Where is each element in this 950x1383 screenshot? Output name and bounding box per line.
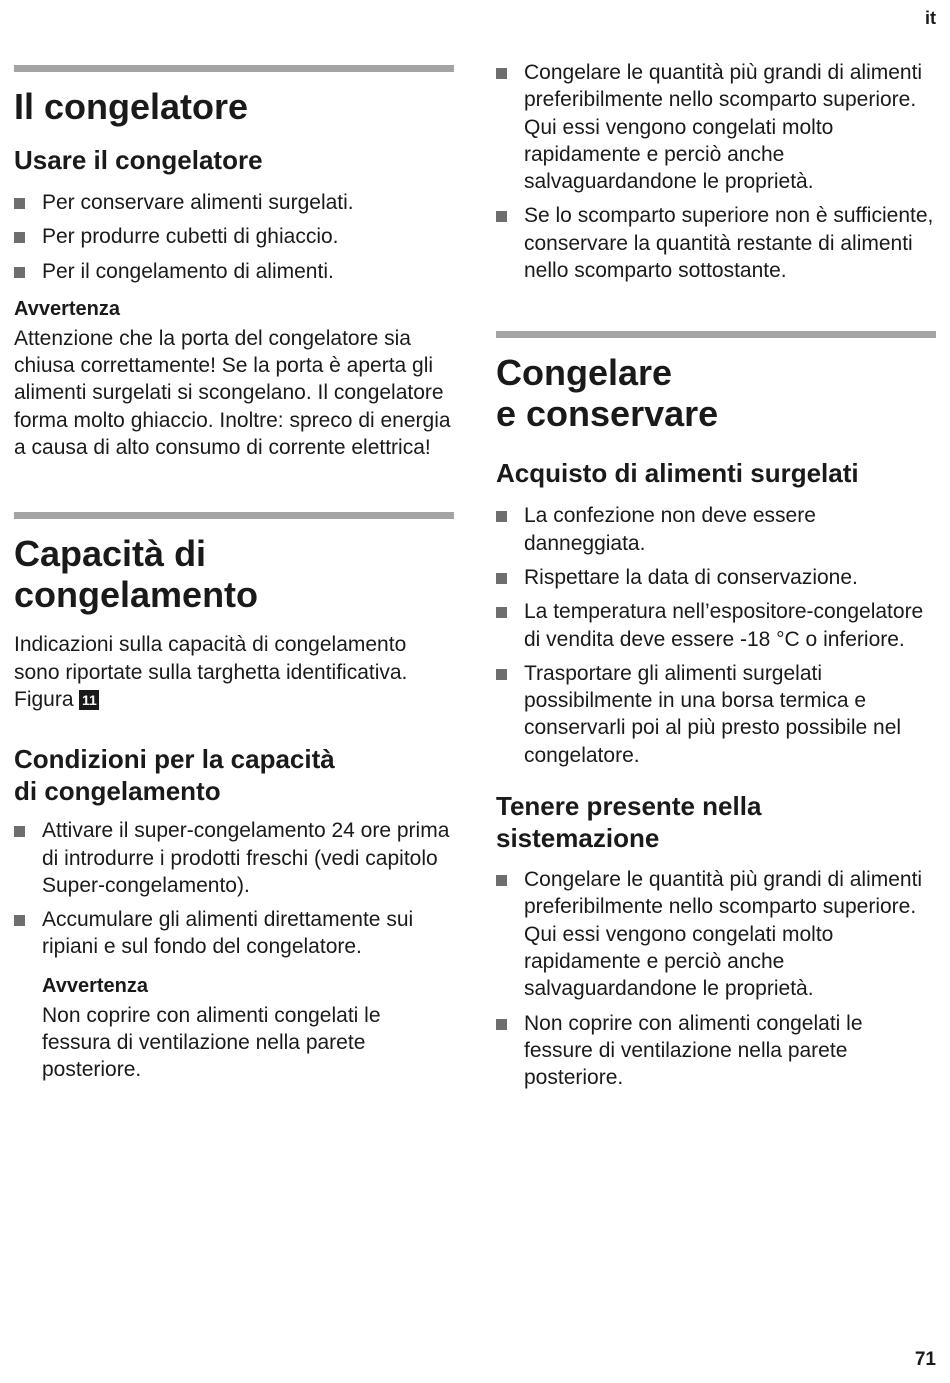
list-item: Accumulare gli alimenti direttamente sui ripiani e sul fondo del congelatore. <box>14 906 454 961</box>
right-column <box>496 0 936 1098</box>
language-tag: it <box>925 8 936 28</box>
section-rule <box>14 512 454 519</box>
note-title: Avvertenza <box>42 974 148 997</box>
capacity-note <box>14 973 454 1084</box>
section-rule <box>14 65 454 72</box>
use-freezer-list <box>14 189 454 285</box>
list-item: Per conservare alimenti surgelati. <box>14 189 454 216</box>
placement-notes-list <box>496 866 936 1091</box>
list-item: Non coprire con alimenti congelati le fessure di ventilazione nella parete posteriore. <box>496 1010 936 1092</box>
capacity-intro <box>14 631 454 713</box>
note-text: Non coprire con alimenti congelati le fessura di ventilazione nella parete posteriore. <box>42 1003 381 1082</box>
left-column <box>14 0 454 1084</box>
section-title-freezer: Il congelatore <box>14 86 249 127</box>
buying-frozen-food-list <box>496 502 936 769</box>
capacity-conditions-list <box>14 817 454 960</box>
list-item: La temperatura nell’espositore-congelatore di vendita deve essere -18 °C o inferiore. <box>496 598 936 653</box>
list-item: Rispettare la data di conservazione. <box>496 564 936 591</box>
section-rule <box>496 331 936 338</box>
list-item: Congelare le quantità più grandi di alimenti preferibilmente nello scomparto superiore. Qui essi vengono congelati molto rapidamente e perciò anche salvaguardandone le proprietà. <box>496 866 936 1002</box>
list-item: La confezione non deve essere danneggiata. <box>496 502 936 557</box>
subsection-title-capacity-conditions: Condizioni per la capacità di congelamento <box>14 744 335 807</box>
freezing-tips-list <box>496 59 936 284</box>
list-item: Congelare le quantità più grandi di alimenti preferibilmente nello scomparto superiore. Qui essi vengono congelati molto rapidamente e perciò anche salvaguardandone le proprietà. <box>496 59 936 195</box>
note-text: Attenzione che la porta del congelatore sia chiusa correttamente! Se la porta è aperta gli alimenti surgelati si scongelano. Il congelatore forma molto ghiaccio. Inoltre: spreco di energia a causa di alto consumo di corrente elettrica! <box>14 326 451 460</box>
list-item: Trasportare gli alimenti surgelati possibilmente in una borsa termica e conservarli poi al più presto possibile nel congelatore. <box>496 660 936 769</box>
figure-reference-badge: 11 <box>79 690 99 710</box>
list-item: Attivare il super-congelamento 24 ore prima di introdurre i prodotti freschi (vedi capitolo Super-congelamento). <box>14 817 454 899</box>
list-item: Per il congelamento di alimenti. <box>14 258 454 285</box>
section-title-freeze-and-store: Congelare e conservare <box>496 352 719 435</box>
page-number: 71 <box>914 1349 936 1370</box>
subsection-title-use-freezer: Usare il congelatore <box>14 145 263 175</box>
list-item: Per produrre cubetti di ghiaccio. <box>14 223 454 250</box>
capacity-intro-text: Indicazioni sulla capacità di congelamento sono riportate sulla targhetta identificativa. Figura <box>14 633 408 711</box>
subsection-title-placement-notes: Tenere presente nella sistemazione <box>496 791 762 854</box>
note-title: Avvertenza <box>14 297 120 320</box>
subsection-title-buying-frozen-food: Acquisto di alimenti surgelati <box>496 458 859 489</box>
list-item: Se lo scomparto superiore non è sufficiente, conservare la quantità restante di alimenti nello scomparto sottostante. <box>496 202 936 284</box>
section-title-freezing-capacity: Capacità di congelamento <box>14 533 259 616</box>
